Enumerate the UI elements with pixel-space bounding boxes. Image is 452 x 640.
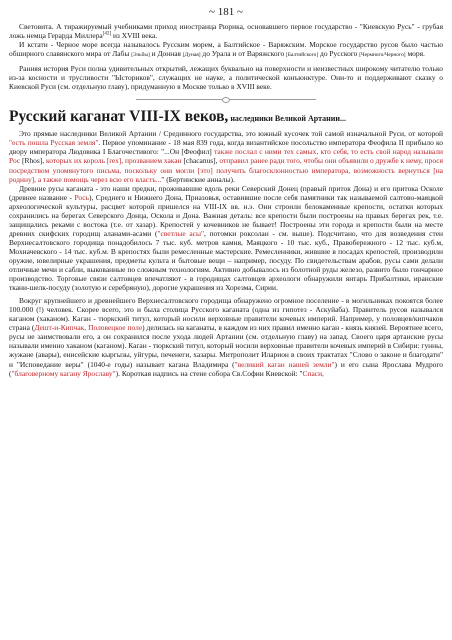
section-paragraph-2: [9, 184, 443, 293]
section-heading: [9, 108, 443, 127]
s-p3-red-1: Дешт-и-Кипчак, Половецкое поле: [34, 323, 143, 333]
s-p1-quote-1: "есть пошла Русская земля": [9, 138, 99, 148]
intro-p2-note-2: [Дуная]: [182, 52, 201, 59]
intro-p2-text-b: и Донная: [149, 49, 183, 59]
s-p2-c: , потомки роксолан - см. выше). Подсчитано, что для возведения стен Верхнесалтовского городища понадобилось 7 тыс. куб. метров камня, Маяцкого - 10 тыс. куб., Правобережного - 12 тыс. куб.м, Мохначевского - 14 тыс. куб.м. В крепостях были ремесленные мастерские. Ремесленники, жившие в посадах крепостей, производили оружие, ювелирные украшения, предметы культа и бытовые вещи – например, посуду. По свидетельствам арабов, русы сами делали отличные мечи и сабли, выкованные по сложным технологиям. Активно добывалось из болотной руды железо, развито было гончарное производство. Торговые связи салтовцев впечатляют - в городищах салтовцев археологи обнаружили янтарь Прибалтики, иранские ткани-шелк-посуду (золотую и серебряную), дорогие украшения из Хорезма, Сирии.: [9, 228, 443, 293]
s-p3-b: ) делилась на каганаты, в каждом из них правил именно каган - князь князей. Вероятнее всего, русы не заимствовали его, а он сохранился после ухода людей Артании (см. отдельную главу) на запад. Своего царя артанские русы называли именно хаканом (каганом). Каган - тюркский титул, который носили верховные правители кочевых империй в Сибири: гунны, жужане (авары), енисейские кыргызы, уйгуры, печенеги, хазары. Митрополит Иларион в своих трактатах "Слово о законе и благодати" и "Исповедание веры" (1040-е годы) называет кагана Владимира (: [9, 323, 443, 369]
s-p1-d: [chacanus],: [181, 156, 220, 166]
section-subtitle: наследники Великой Артании...: [228, 114, 346, 124]
section-paragraph-3: [9, 296, 443, 377]
s-p1-c: [Rhos],: [20, 156, 46, 166]
intro-p2-note-4: [Чермного/Черного]: [359, 52, 406, 59]
intro-p2-text-d: до Русского: [318, 49, 360, 59]
s-p1-a: Это прямые наследники Великой Артании / Срединного государства, это южный кусочек той самой изначальной Руси, от которой: [19, 129, 443, 139]
intro-p2-text-e: моря.: [405, 49, 425, 59]
section-divider: [136, 96, 316, 102]
s-p3-c: ) и его сына Ярослава Мудрого (: [9, 359, 443, 378]
s-p3-a: Вокруг крупнейшего и древнейшего Верхнесалтовского городища обнаружено огромное поселение - в могильниках покоятся более 100.000 (!) человек. Скорее всего, это и была столица Русского каганата (одна из гипотез - Аскуйаба). Правитель русов назывался каганом (хаканом). Каган - тюркский титул, который носили верховные правители кочевых империй. Например, у половцев/кипчаков страна (: [9, 296, 443, 333]
intro-p2-note-3: [Балтийского]: [286, 52, 319, 59]
intro-paragraph-1: [9, 22, 443, 40]
intro-p2-text-a: И кстати - Черное море всегда называлось Русским морем, а Балтийское - Варяжским. Морское государство русов было частью обширного славянского мира от Лабы: [9, 40, 443, 59]
intro-p2-text-c: до Урала и от Варяжского: [200, 49, 287, 59]
s-p1-e: " (Бертинские анналы).: [161, 174, 235, 184]
intro-paragraph-2: [9, 40, 443, 60]
s-p2-a: Древние русы каганата - это наши предки, проживавшие вдоль реки Северский Донец (правый приток Дона) и его притока Осколе (древнее название -: [9, 183, 443, 202]
intro-paragraph-3: Ранняя история Руси полна удивительных открытий, лежащих буквально на поверхности и неизвестных широкому читателю только из-за косности и трусливости "Ысториков", служащих не науке, а политической конъюнктуре. Они-то и поддерживают сказку о Киевской Руси (см. отдельную главу), придуманную в Москве только в XVIII веке.: [9, 64, 443, 92]
s-p3-red-3: "благоверному кагану Ярославу": [11, 368, 116, 378]
section-paragraph-1: [9, 129, 443, 183]
s-p1-b: . Первое упоминание - 18 мая 839 года, когда византийское посольство императора Феофила II прибыло ко двору императора Людовика I Благочестивого: "...Он [Феофил]: [9, 138, 443, 157]
intro-p1-text-a: Световита. А тиражируемый учебниками приход иностранца Рюрика, основавшего первое государство - "Киевскую Русь" - грубая ложь немца Герарда Миллера: [9, 22, 443, 41]
s-p1-quote-4: отправил ранее ради того, чтобы они объявили о дружбе к нему, прося посредством упомянутого письма, поскольку они могли [это] получить благосклонностью императора, возможность вернуться [на родину], а также помощь через всю его власть...: [9, 156, 443, 184]
intro-p2-note-1: [Эльбы]: [131, 52, 150, 59]
footnote-ref[interactable]: [42]: [102, 31, 112, 37]
section-title: Русский каганат VIII-IX веков,: [9, 108, 229, 126]
page-number: ~ 181 ~: [209, 6, 243, 18]
divider-ornament-icon: [222, 97, 230, 103]
s-p3-red-4: Спаси,: [302, 368, 324, 378]
s-p1-quote-3: которых их король [rex], прозванием хакан: [45, 156, 182, 166]
s-p2-b: ), Среднего и Нижнего Дона, Приазовья, оставившие после себя памятники так называемой салтово-маяцкой археологической культуры, расцвет которой пришелся на VIII-IX вв. н.э. Они строили белокаменные крепости, остатки которых сохранились на берегах Северского Донца, Оскола и Дона. Важная деталь: все крепости были построены на правых берегах рек, т.е. защищались реками с востока (т.е. от хазар). Крепостей у кочевников не бывает! Построены эти города и крепости были на месте древних скифских городищ аланами-асами (: [9, 192, 443, 238]
s-p2-red-1: Рось: [74, 192, 89, 202]
s-p2-red-2: "светлые асы": [157, 228, 204, 238]
intro-p1-text-b: из XVIII века.: [111, 31, 158, 41]
s-p3-red-2: "великий каган нашей земли": [234, 359, 335, 369]
s-p1-quote-2: также послал с ними тех самых, кто себя, то есть свой народ называли Рос: [9, 147, 443, 166]
s-p3-d: ). Короткая надпись на стене собора Св.Софии Киевской: ": [115, 368, 303, 378]
